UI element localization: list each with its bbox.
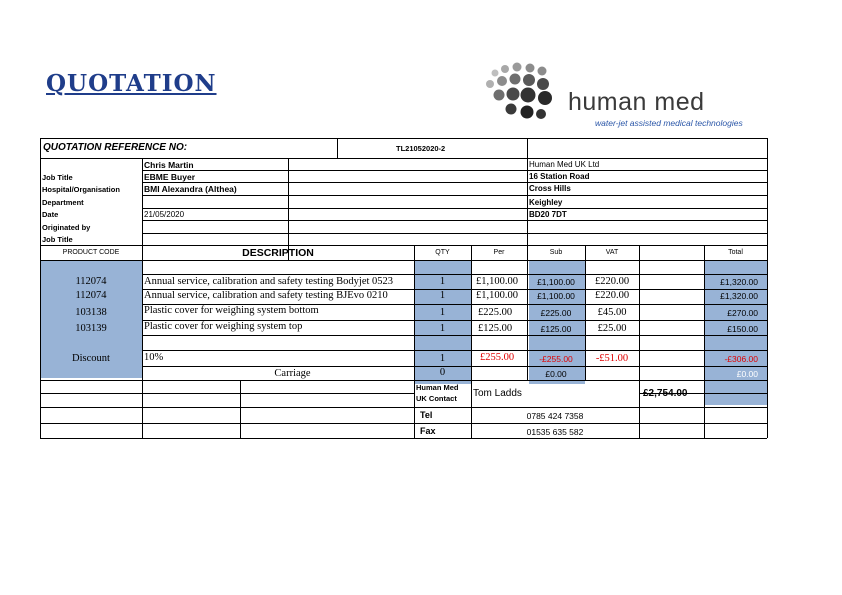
item-total: £150.00 xyxy=(727,324,758,334)
hospital-value: BMI Alexandra (Althea) xyxy=(144,184,237,194)
col-header-qty: QTY xyxy=(435,249,450,256)
item-per: £125.00 xyxy=(478,323,513,334)
col-header-sub: Sub xyxy=(549,249,563,256)
supplier-address-line: 16 Station Road xyxy=(529,172,590,181)
item-qty: 1 xyxy=(439,323,446,334)
item-qty: 1 xyxy=(439,276,446,287)
item-sub: £225.00 xyxy=(540,308,572,318)
carriage-sub: £0.00 xyxy=(545,369,567,379)
hospital-label: Hospital/Organisation xyxy=(42,185,120,194)
item-per: £1,100.00 xyxy=(476,290,518,301)
item-vat: £220.00 xyxy=(594,276,630,287)
item-description: Annual service, calibration and safety testing Bodyjet 0523 xyxy=(144,276,394,287)
contact-label: Human Med xyxy=(416,383,459,392)
carriage-total: £0.00 xyxy=(736,369,758,379)
discount-qty: 1 xyxy=(439,353,446,364)
brand-name: human med xyxy=(568,88,705,116)
originated-job-title-label: Job Title xyxy=(42,235,73,244)
item-vat: £25.00 xyxy=(597,323,627,334)
item-total: £1,320.00 xyxy=(720,277,758,287)
col-header-description: DESCRIPTION xyxy=(242,247,314,259)
item-description: Annual service, calibration and safety testing BJEvo 0210 xyxy=(144,290,388,301)
item-per: £225.00 xyxy=(478,307,513,318)
item-description: Plastic cover for weighing system bottom xyxy=(144,305,319,316)
tel-label: Tel xyxy=(420,410,433,420)
quotation-table xyxy=(40,138,767,438)
page-title: QUOTATION xyxy=(46,70,217,97)
item-code: 112074 xyxy=(75,276,107,287)
contact-label: UK Contact xyxy=(416,394,457,403)
contact-name: Tom Ladds xyxy=(473,388,522,399)
tel-value: 0785 424 7358 xyxy=(526,411,584,421)
supplier-address-line: BD20 7DT xyxy=(529,210,567,219)
grand-total: £2,754.00 xyxy=(643,388,688,399)
fax-value: 01535 635 582 xyxy=(526,427,584,437)
item-code: 103139 xyxy=(75,323,107,334)
item-code: 112074 xyxy=(75,290,107,301)
col-header-vat: VAT xyxy=(605,249,619,256)
discount-per: £255.00 xyxy=(480,352,515,363)
discount-total: -£306.00 xyxy=(724,354,758,364)
job-title-value: EBME Buyer xyxy=(144,172,196,182)
discount-label: Discount xyxy=(72,353,110,364)
item-sub: £125.00 xyxy=(540,324,572,334)
col-header-per: Per xyxy=(493,249,505,256)
date-label: Date xyxy=(42,210,59,219)
item-total: £1,320.00 xyxy=(720,291,758,301)
discount-vat: -£51.00 xyxy=(595,353,629,364)
item-qty: 1 xyxy=(439,307,446,318)
company-logo xyxy=(483,62,768,130)
carriage-label: Carriage xyxy=(274,368,311,379)
originated-by-label: Originated by xyxy=(42,223,91,232)
item-vat: £220.00 xyxy=(594,290,630,301)
brand-tagline: water-jet assisted medical technologies xyxy=(595,118,743,128)
contact-name: Chris Martin xyxy=(144,160,194,170)
department-label: Department xyxy=(42,198,84,207)
item-description: Plastic cover for weighing system top xyxy=(144,321,303,332)
item-per: £1,100.00 xyxy=(476,276,518,287)
discount-sub: -£255.00 xyxy=(539,354,573,364)
col-header-total: Total xyxy=(728,249,743,256)
carriage-qty: 0 xyxy=(439,367,446,378)
item-vat: £45.00 xyxy=(597,307,627,318)
supplier-address-line: Keighley xyxy=(529,198,563,207)
supplier-address-line: Human Med UK Ltd xyxy=(529,160,600,169)
supplier-address-line: Cross Hills xyxy=(529,184,571,193)
item-qty: 1 xyxy=(439,290,446,301)
item-code: 103138 xyxy=(75,307,107,318)
discount-percent: 10% xyxy=(144,352,164,363)
reference-label: QUOTATION REFERENCE NO: xyxy=(43,142,188,153)
fax-label: Fax xyxy=(420,426,436,436)
logo-dots-icon xyxy=(483,62,573,130)
item-total: £270.00 xyxy=(727,308,758,318)
job-title-label: Job Title xyxy=(42,173,73,182)
date-value: 21/05/2020 xyxy=(144,210,185,219)
item-sub: £1,100.00 xyxy=(537,277,575,287)
reference-value: TL21052020-2 xyxy=(396,144,446,153)
col-header-product-code: PRODUCT CODE xyxy=(62,249,120,256)
item-sub: £1,100.00 xyxy=(537,291,575,301)
